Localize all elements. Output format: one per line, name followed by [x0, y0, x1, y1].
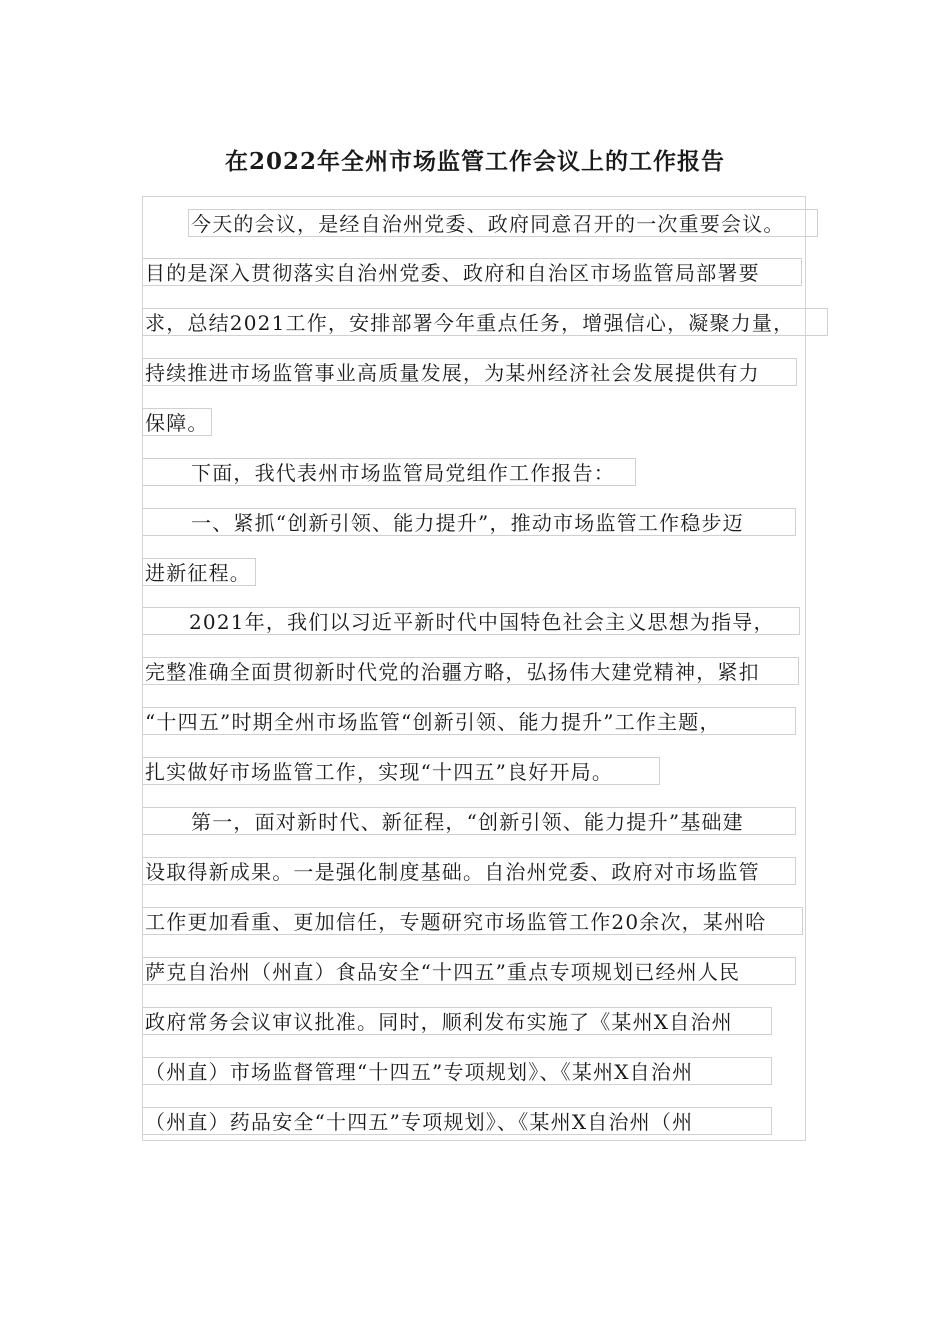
text-line-8: 进新征程。	[142, 558, 256, 586]
text-line-19: （州直）药品安全“十四五”专项规划》、《某州X自治州（州	[142, 1107, 772, 1135]
text-line-17: 政府常务会议审议批准。同时，顺利发布实施了《某州X自治州	[142, 1007, 772, 1035]
text-line-6: 下面，我代表州市场监管局党组作工作报告：	[142, 458, 636, 486]
text-line-5: 保障。	[142, 408, 212, 436]
text-line-15: 工作更加看重、更加信任，专题研究市场监管工作20余次，某州哈	[142, 907, 803, 935]
text-line-4: 持续推进市场监管事业高质量发展，为某州经济社会发展提供有力	[142, 358, 797, 386]
document-title: 在2022年全州市场监管工作会议上的工作报告	[224, 148, 725, 175]
text-line-9: 2021年，我们以习近平新时代中国特色社会主义思想为指导，	[142, 607, 800, 635]
text-line-14: 设取得新成果。一是强化制度基础。自治州党委、政府对市场监管	[142, 857, 796, 885]
text-line-7: 一、紧抓“创新引领、能力提升”，推动市场监管工作稳步迈	[142, 508, 796, 536]
text-line-13: 第一，面对新时代、新征程，“创新引领、能力提升”基础建	[142, 807, 796, 835]
text-line-2: 目的是深入贯彻落实自治州党委、政府和自治区市场监管局部署要	[142, 258, 802, 286]
text-line-16: 萨克自治州（州直）食品安全“十四五”重点专项规划已经州人民	[142, 957, 796, 985]
text-line-12: 扎实做好市场监管工作，实现“十四五”良好开局。	[142, 757, 660, 785]
text-line-18: （州直）市场监督管理“十四五”专项规划》、《某州X自治州	[142, 1057, 772, 1085]
text-line-3: 求，总结2021工作，安排部署今年重点任务，增强信心，凝聚力量，	[142, 308, 828, 336]
text-line-10: 完整准确全面贯彻新时代党的治疆方略，弘扬伟大建党精神，紧扣	[142, 657, 799, 685]
text-line-11: “十四五”时期全州市场监管“创新引领、能力提升”工作主题，	[142, 707, 796, 735]
text-line-1: 今天的会议，是经自治州党委、政府同意召开的一次重要会议。	[188, 209, 818, 237]
